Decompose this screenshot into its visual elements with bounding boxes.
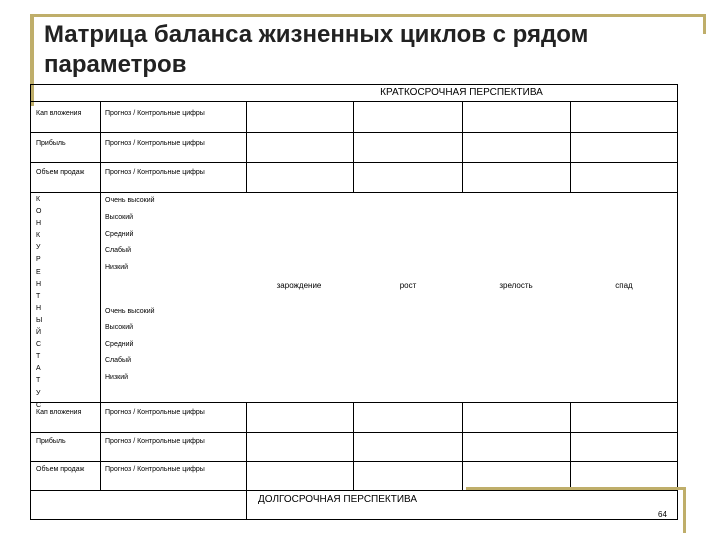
page-title: Матрица баланса жизненных циклов с рядом параметров	[44, 21, 589, 78]
decorative-bracket-corner	[683, 487, 686, 533]
column-divider	[246, 402, 247, 490]
phase-decline: спад	[615, 281, 633, 290]
status-high: Высокий	[105, 214, 134, 221]
row-value: Прогноз / Контрольные цифры	[105, 438, 205, 445]
row-value: Прогноз / Контрольные цифры	[105, 409, 205, 416]
column-divider	[353, 402, 354, 490]
rule	[30, 490, 678, 491]
row-label: Прибыль	[36, 140, 66, 147]
row-value: Прогноз / Контрольные цифры	[105, 110, 205, 117]
rule	[30, 461, 678, 462]
row-value: Прогноз / Контрольные цифры	[105, 169, 205, 176]
row-label: Кап вложения	[36, 409, 82, 416]
decorative-bracket-top	[30, 14, 706, 17]
row-value: Прогноз / Контрольные цифры	[105, 466, 205, 473]
matrix-table	[30, 84, 678, 520]
column-divider	[100, 101, 101, 490]
rule	[30, 192, 678, 193]
competitive-status-vertical-label: К О Н К У Р Е Н Т Н Ы Й С Т А Т У С	[36, 196, 43, 409]
status-low: Низкий	[105, 264, 129, 271]
phase-birth: зарождение	[276, 281, 322, 290]
row-value: Прогноз / Контрольные цифры	[105, 140, 205, 147]
page-number: 64	[658, 510, 667, 519]
rule	[30, 101, 678, 102]
column-divider	[246, 101, 247, 192]
rule	[30, 432, 678, 433]
rule	[30, 132, 678, 133]
row-label: Объем продаж	[36, 466, 85, 473]
row-label: Кап вложения	[36, 110, 82, 117]
column-divider	[570, 101, 571, 192]
column-divider	[570, 402, 571, 490]
column-divider	[462, 101, 463, 192]
status-weak: Слабый	[105, 247, 131, 254]
rule	[30, 402, 678, 403]
status-medium: Средний	[105, 231, 134, 238]
rule	[30, 162, 678, 163]
status-low: Низкий	[105, 374, 129, 381]
decorative-bracket-bottom	[466, 487, 686, 490]
decorative-bracket-right	[703, 14, 706, 34]
phase-growth: рост	[399, 281, 417, 290]
row-label: Прибыль	[36, 438, 66, 445]
row-label: Объем продаж	[36, 169, 85, 176]
long-term-header: ДОЛГОСРОЧНАЯ ПЕРСПЕКТИВА	[258, 494, 418, 505]
status-medium: Средний	[105, 341, 134, 348]
column-divider	[353, 101, 354, 192]
status-very-high: Очень высокий	[105, 197, 155, 204]
status-weak: Слабый	[105, 357, 131, 364]
phase-maturity: зрелость	[499, 281, 533, 290]
short-term-header: КРАТКОСРОЧНАЯ ПЕРСПЕКТИВА	[380, 87, 543, 98]
status-high: Высокий	[105, 324, 134, 331]
status-very-high: Очень высокий	[105, 308, 155, 315]
column-divider	[462, 402, 463, 490]
